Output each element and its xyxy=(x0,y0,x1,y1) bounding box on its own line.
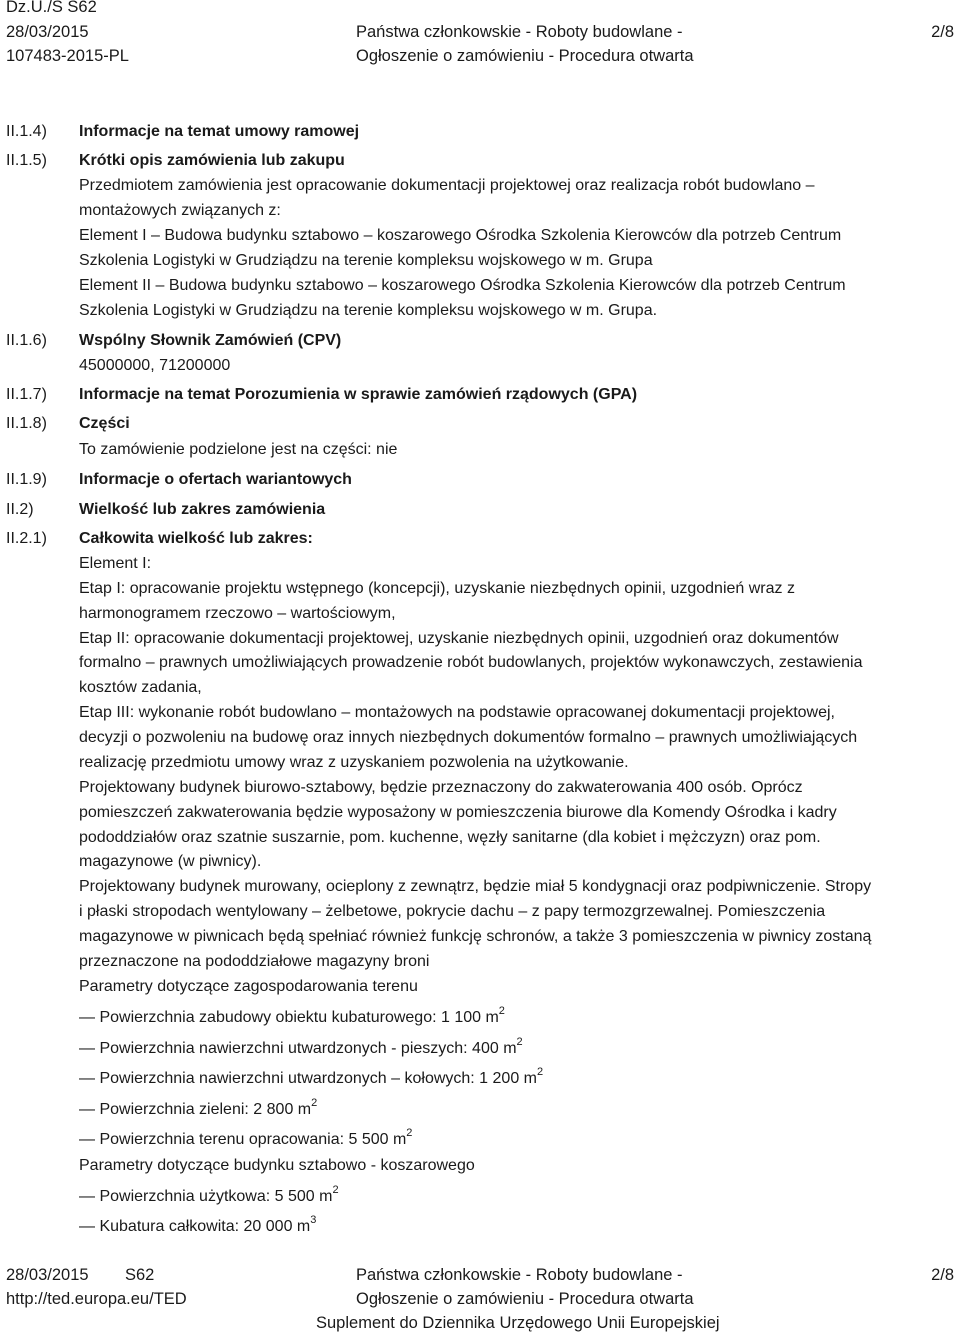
footer-date: 28/03/2015 xyxy=(6,1266,89,1284)
unit-exponent: 2 xyxy=(332,1183,339,1196)
header-date: 28/03/2015 xyxy=(6,23,89,41)
cpv-codes: 45000000, 71200000 xyxy=(79,357,231,374)
scope-line: magazynowe w piwnicach będą spełniać również funkcję schronów, a także 3 pomieszczenia w piwnicy zostaną xyxy=(79,928,872,945)
terrain-param-item xyxy=(79,1004,505,1028)
building-param-text: — Powierzchnia użytkowa: 5 500 m xyxy=(79,1188,333,1205)
header-page-number: 2/8 xyxy=(931,23,954,41)
description-line: Element I – Budowa budynku sztabowo – koszarowego Ośrodka Szkolenia Kierowców dla potrzeb Centrum xyxy=(79,227,842,244)
unit-exponent: 2 xyxy=(498,1004,505,1017)
section-number: II.1.8) xyxy=(6,415,47,432)
parts-text: To zamówienie podzielone jest na części: nie xyxy=(79,441,398,458)
header-title-line1: Państwa członkowskie - Roboty budowlane - xyxy=(356,23,683,41)
section-number: II.1.9) xyxy=(6,471,47,488)
description-line: Przedmiotem zamówienia jest opracowanie dokumentacji projektowej oraz realizacja robót budowlano – xyxy=(79,177,815,194)
heading-scope: Wielkość lub zakres zamówienia xyxy=(79,501,326,518)
description-line: Szkolenia Logistyki w Grudziądzu na terenie kompleksu wojskowego w m. Grupa. xyxy=(79,302,658,319)
scope-line: magazynowe (w piwnicy). xyxy=(79,853,262,870)
section-number: II.1.6) xyxy=(6,332,47,349)
scope-line: pododdziałów oraz szatnie suszarnie, pom. kuchenne, węzły sanitarne (dla kobiet i mężczyzn) oraz pom. xyxy=(79,829,821,846)
header-title-line2: Ogłoszenie o zamówieniu - Procedura otwarta xyxy=(356,47,694,65)
scope-line: decyzji o pozwoleniu na budowę oraz innych niezbędnych dokumentów formalno – prawnych umożliwiających xyxy=(79,729,858,746)
building-param-item xyxy=(79,1213,317,1237)
section-number: II.1.7) xyxy=(6,386,47,403)
scope-line: pomieszczeń zakwaterowania będzie wyposażony w pomieszczenia biurowe dla Komendy Ośrodka i kadry xyxy=(79,804,837,821)
terrain-param-text: — Powierzchnia zieleni: 2 800 m xyxy=(79,1101,312,1118)
scope-line: Projektowany budynek murowany, ocieplony z zewnątrz, będzie miał 5 kondygnacji oraz podpiwniczenie. Stropy xyxy=(79,878,872,895)
terrain-param-item xyxy=(79,1126,413,1150)
scope-line: harmonogramem rzeczowo – wartościowym, xyxy=(79,605,396,622)
heading-gpa: Informacje na temat Porozumienia w sprawie zamówień rządowych (GPA) xyxy=(79,386,638,403)
description-line: Element II – Budowa budynku sztabowo – koszarowego Ośrodka Szkolenia Kierowców dla potrzeb Centrum xyxy=(79,277,846,294)
footer-page-number: 2/8 xyxy=(931,1266,954,1284)
section-number: II.1.4) xyxy=(6,123,47,140)
description-line: montażowych związanych z: xyxy=(79,202,281,219)
unit-exponent: 2 xyxy=(311,1096,318,1109)
scope-line: Etap II: opracowanie dokumentacji projektowej, uzyskanie niezbędnych opinii, uzgodnień oraz dokumentów xyxy=(79,630,839,647)
section-number: II.2) xyxy=(6,501,34,518)
unit-exponent: 3 xyxy=(310,1213,317,1226)
heading-cpv: Wspólny Słownik Zamówień (CPV) xyxy=(79,332,342,349)
building-param-item xyxy=(79,1183,339,1207)
building-param-text: — Kubatura całkowita: 20 000 m xyxy=(79,1218,311,1235)
scope-line: Element I: xyxy=(79,555,152,572)
building-params-title: Parametry dotyczące budynku sztabowo - koszarowego xyxy=(79,1157,475,1174)
terrain-param-item xyxy=(79,1065,544,1089)
section-number: II.2.1) xyxy=(6,530,47,547)
terrain-param-text: — Powierzchnia zabudowy obiektu kubaturowego: 1 100 m xyxy=(79,1009,499,1026)
footer-series: S62 xyxy=(125,1266,155,1284)
section-number: II.1.5) xyxy=(6,152,47,169)
heading-short-description: Krótki opis zamówienia lub zakupu xyxy=(79,152,345,169)
footer-title-line2: Ogłoszenie o zamówieniu - Procedura otwarta xyxy=(356,1290,694,1308)
scope-line: Parametry dotyczące zagospodarowania terenu xyxy=(79,978,418,995)
terrain-param-text: — Powierzchnia nawierzchni utwardzonych – kołowych: 1 200 m xyxy=(79,1070,537,1087)
heading-parts: Części xyxy=(79,415,130,432)
heading-total-scope: Całkowita wielkość lub zakres: xyxy=(79,530,313,547)
scope-line: realizację przedmiotu umowy wraz z uzyskaniem pozwolenia na użytkowanie. xyxy=(79,754,629,771)
unit-exponent: 2 xyxy=(537,1065,544,1078)
scope-line: przeznaczone na pododdziałowe magazyny broni xyxy=(79,953,430,970)
terrain-param-item xyxy=(79,1096,318,1120)
terrain-param-item xyxy=(79,1035,523,1059)
scope-line: i płaski stropodach wentylowany – żelbetowe, pokrycie dachu – z papy termozgrzewalnej. Pomieszczenia xyxy=(79,903,826,920)
footer-url-link[interactable]: http://ted.europa.eu/TED xyxy=(6,1290,187,1308)
unit-exponent: 2 xyxy=(516,1035,523,1048)
scope-line: kosztów zadania, xyxy=(79,679,202,696)
terrain-param-text: — Powierzchnia nawierzchni utwardzonych - pieszych: 400 m xyxy=(79,1040,517,1057)
heading-variants: Informacje o ofertach wariantowych xyxy=(79,471,352,488)
heading-framework-agreement: Informacje na temat umowy ramowej xyxy=(79,123,360,140)
terrain-param-text: — Powierzchnia terenu opracowania: 5 500 m xyxy=(79,1131,407,1148)
footer-title-line1: Państwa członkowskie - Roboty budowlane - xyxy=(356,1266,683,1284)
scope-line: Etap I: opracowanie projektu wstępnego (koncepcji), uzyskanie niezbędnych opinii, uzgodnień wraz z xyxy=(79,580,795,597)
notice-id: 107483-2015-PL xyxy=(6,47,129,65)
doc-reference: Dz.U./S S62 xyxy=(6,0,97,16)
description-line: Szkolenia Logistyki w Grudziądzu na terenie kompleksu wojskowego w m. Grupa xyxy=(79,252,653,269)
scope-line: Etap III: wykonanie robót budowlano – montażowych na podstawie opracowanej dokumentacji projektowej, xyxy=(79,704,835,721)
scope-line: Projektowany budynek biurowo-sztabowy, będzie przeznaczony do zakwaterowania 400 osób. Oprócz xyxy=(79,779,803,796)
scope-line: formalno – prawnych umożliwiających prowadzenie robót budowlanych, projektów wykonawczych, zestawienia xyxy=(79,654,863,671)
footer-title-line3: Suplement do Dziennika Urzędowego Unii Europejskiej xyxy=(316,1314,720,1332)
unit-exponent: 2 xyxy=(406,1126,413,1139)
